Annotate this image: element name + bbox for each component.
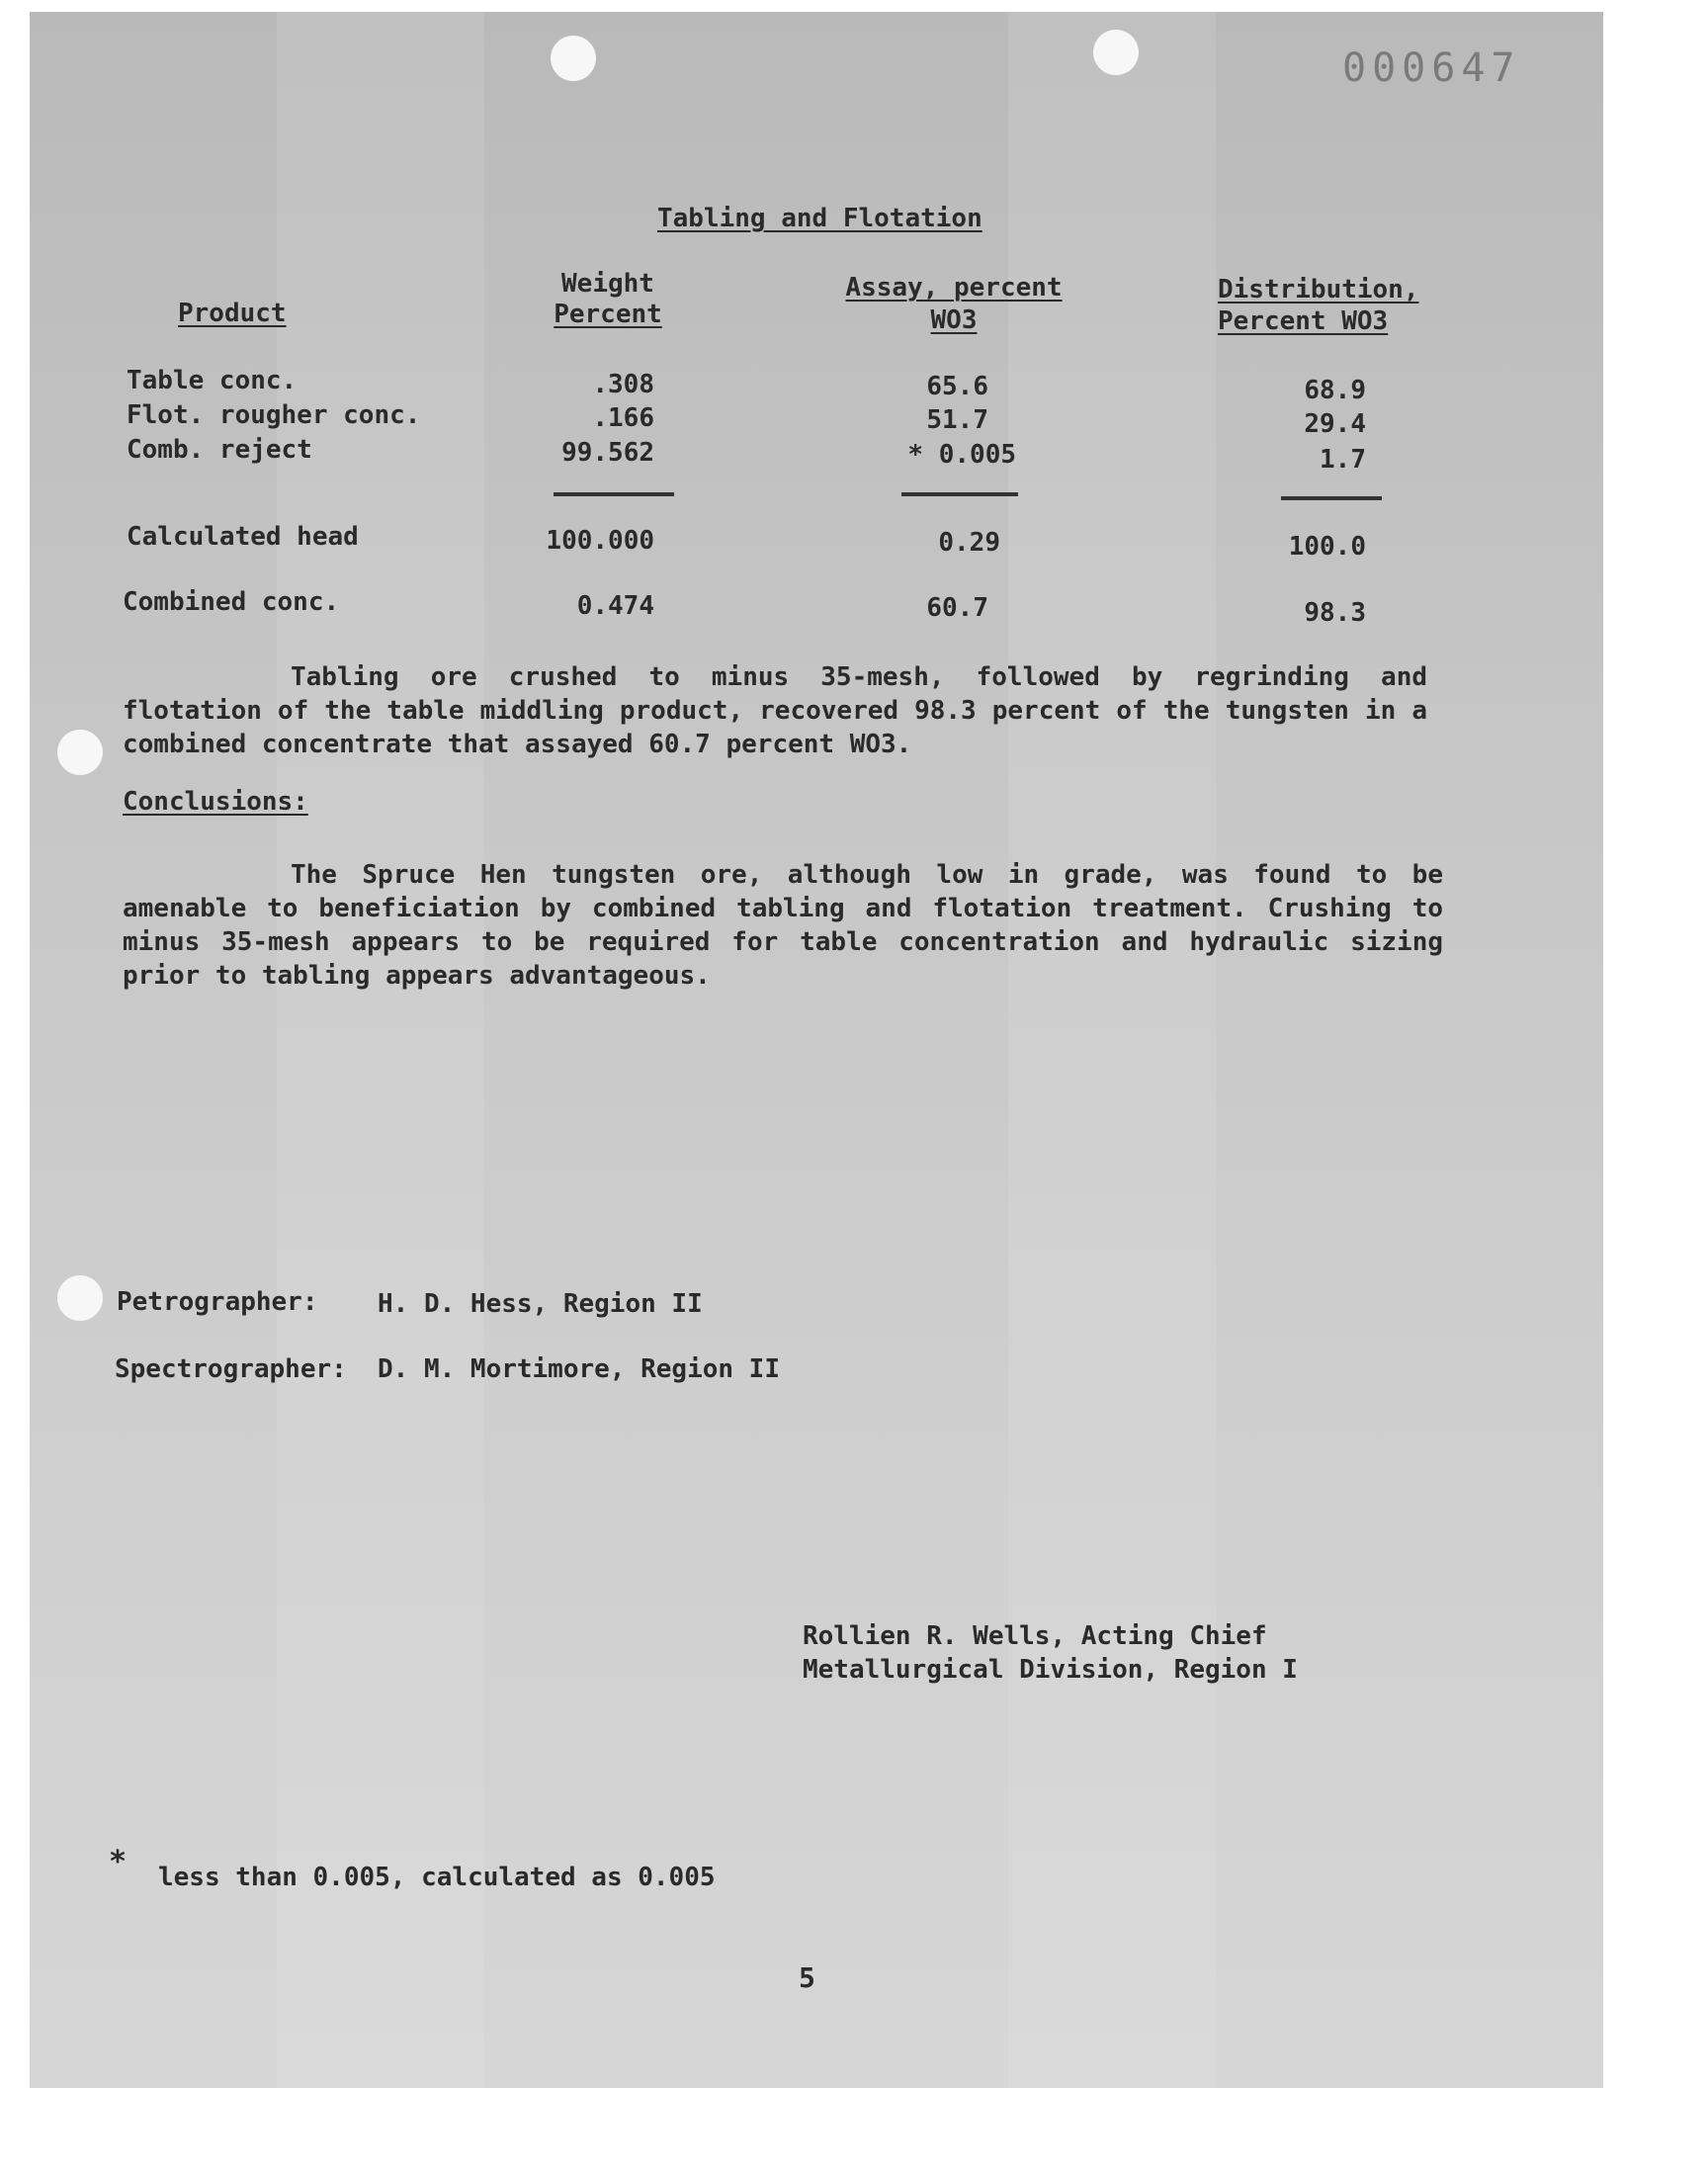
header-assay-line1: Assay, percent xyxy=(845,273,1063,303)
row-weight: .308 xyxy=(592,370,654,399)
row-assay: * 0.005 xyxy=(907,440,1016,470)
petrographer-value: H. D. Hess, Region II xyxy=(378,1289,703,1319)
signature-line2: Metallurgical Division, Region I xyxy=(803,1655,1298,1685)
row-weight: 99.562 xyxy=(561,438,654,468)
combined-conc-weight: 0.474 xyxy=(576,591,654,621)
row-product: Flot. rougher conc. xyxy=(127,400,421,430)
header-product: Product xyxy=(178,299,287,328)
conclusions-paragraph xyxy=(123,858,1443,993)
summary-text: Tabling ore crushed to minus 35-mesh, followed by regrinding and flotation of the table middling product, recovered 98.3 percent of the tungsten in a combined concentrate that assayed 60.7 percent WO3. xyxy=(123,662,1427,759)
conclusions-heading: Conclusions: xyxy=(123,787,308,817)
petrographer-label: Petrographer: xyxy=(117,1287,318,1317)
spectrographer-label: Spectrographer: xyxy=(115,1354,347,1384)
punch-hole xyxy=(57,730,103,775)
combined-conc-assay: 60.7 xyxy=(926,593,988,623)
row-product: Comb. reject xyxy=(127,435,312,465)
punch-hole xyxy=(551,36,596,81)
header-assay-line2: WO3 xyxy=(930,305,978,335)
punch-hole xyxy=(1093,30,1139,75)
combined-conc-distribution: 98.3 xyxy=(1304,598,1366,628)
header-weight-line2: Percent xyxy=(554,300,662,329)
table-title: Tabling and Flotation xyxy=(657,204,982,233)
calculated-head-distribution: 100.0 xyxy=(1288,532,1366,562)
header-weight-line1: Weight xyxy=(561,269,654,299)
page-number: 5 xyxy=(799,1961,815,1994)
footnote-text: less than 0.005, calculated as 0.005 xyxy=(158,1863,716,1892)
row-weight: .166 xyxy=(592,403,654,433)
header-distribution-line2: Percent WO3 xyxy=(1218,306,1389,336)
shading-band xyxy=(277,12,484,2088)
row-distribution: 29.4 xyxy=(1304,409,1366,439)
calculated-head-assay: 0.29 xyxy=(938,528,1000,558)
row-product: Table conc. xyxy=(127,366,298,395)
total-rule xyxy=(1281,496,1382,500)
signature-line1: Rollien R. Wells, Acting Chief xyxy=(803,1621,1267,1651)
row-distribution: 1.7 xyxy=(1320,445,1366,475)
page-stamp-number: 000647 xyxy=(1342,45,1521,91)
row-assay: 51.7 xyxy=(926,405,988,435)
total-rule xyxy=(554,492,674,496)
combined-conc-label: Combined conc. xyxy=(123,587,340,617)
summary-paragraph xyxy=(123,660,1427,761)
punch-hole xyxy=(57,1275,103,1321)
calculated-head-label: Calculated head xyxy=(127,522,359,552)
total-rule xyxy=(901,492,1018,496)
spectrographer-value: D. M. Mortimore, Region II xyxy=(378,1354,780,1384)
row-distribution: 68.9 xyxy=(1304,376,1366,405)
conclusions-text: The Spruce Hen tungsten ore, although low in grade, was found to be amenable to beneficiation by combined tabling and flotation treatment. Crushing to minus 35-mesh appears to be required for table concentration and hydraulic sizing prior to tabling appears advantageous. xyxy=(123,860,1443,991)
row-assay: 65.6 xyxy=(926,372,988,401)
calculated-head-weight: 100.000 xyxy=(546,526,654,556)
footnote-marker: * xyxy=(109,1845,128,1879)
header-distribution-line1: Distribution, xyxy=(1218,275,1419,304)
